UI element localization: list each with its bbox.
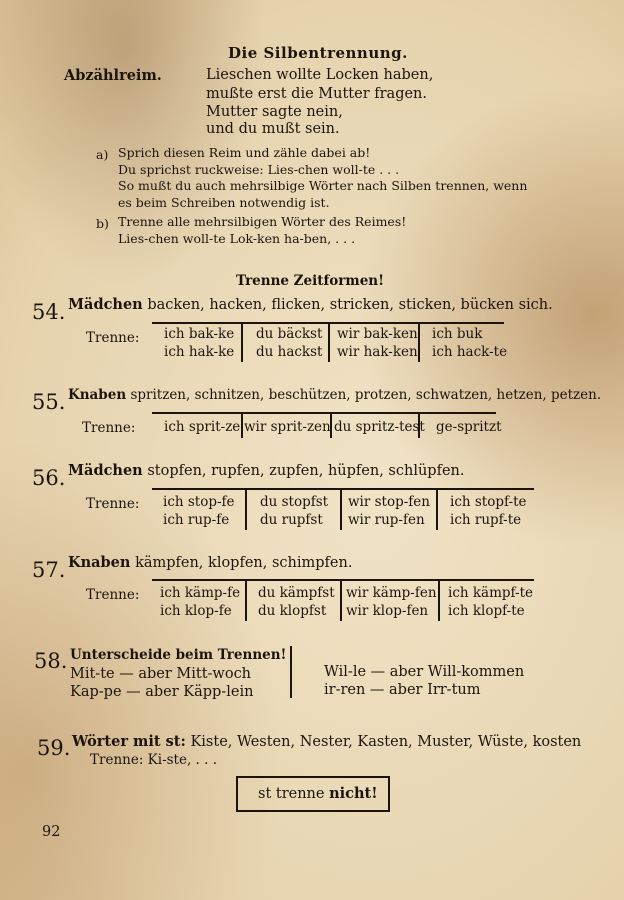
table-cell: du rupfst — [260, 512, 323, 528]
rule-box — [236, 776, 390, 812]
table-cell: wir klop-fen — [346, 603, 429, 619]
table-cell: du klopfst — [258, 603, 327, 619]
column-divider — [241, 324, 243, 362]
table-cell: du kämpfst — [258, 585, 335, 601]
exercise-sentence — [68, 554, 352, 571]
task-b-marker: b) — [96, 216, 109, 231]
table-top-rule — [152, 579, 534, 581]
table-cell: wir hak-ken — [337, 344, 418, 360]
exercise-line: Trenne: Ki-ste, . . . — [90, 752, 218, 768]
exercise-number: 55. — [32, 390, 66, 414]
table-cell: du bäckst — [256, 326, 323, 342]
compare-line: Mit-te — aber Mitt-woch — [70, 666, 252, 682]
exercise-subject: Knaben — [68, 554, 131, 571]
exercise-number: 59. — [37, 736, 71, 760]
task-a-line: es beim Schreiben notwendig ist. — [118, 195, 330, 210]
column-divider — [241, 414, 243, 438]
table-cell: ich kämp-fe — [160, 585, 241, 601]
compare-line: Wil-le — aber Will-kommen — [324, 664, 525, 680]
exercise-sentence — [68, 462, 464, 479]
table-cell: wir stop-fen — [348, 494, 430, 510]
page-title: Die Silbentrennung. — [228, 44, 408, 62]
exercise-verbs: backen, hacken, flicken, stricken, sticken, bücken sich. — [147, 297, 553, 313]
column-divider — [340, 581, 342, 621]
table-cell: ich stopf-te — [450, 494, 527, 510]
exercise-number: 56. — [32, 466, 66, 490]
task-b-line: Trenne alle mehrsilbigen Wörter des Reimes! — [118, 214, 407, 229]
exercise-sentence — [72, 733, 581, 750]
table-cell: ich rup-fe — [163, 512, 230, 528]
table-cell: du hackst — [256, 344, 323, 360]
task-a-line: Sprich diesen Reim und zähle dabei ab! — [118, 145, 371, 160]
column-divider — [436, 490, 438, 530]
rhyme-line: Mutter sagte nein, — [206, 104, 343, 120]
rhyme-line: Lieschen wollte Locken haben, — [206, 67, 434, 83]
table-cell: ich bak-ke — [164, 326, 235, 342]
rhyme-line: mußte erst die Mutter fragen. — [206, 86, 428, 102]
column-divider — [438, 581, 440, 621]
rhyme-label: Abzählreim. — [64, 67, 162, 84]
task-a-line: So mußt du auch mehrsilbige Wörter nach Silben trennen, wenn — [118, 178, 528, 193]
task-a-marker: a) — [96, 147, 109, 162]
exercise-verbs: spritzen, schnitzen, beschützen, protzen, schwatzen, hetzen, petzen. — [130, 387, 602, 403]
exercise-number: 58. — [34, 649, 68, 673]
column-divider — [328, 324, 330, 362]
rule-prefix: st trenne — [258, 786, 325, 802]
table-cell: ich stop-fe — [163, 494, 235, 510]
exercise-subject: Mädchen — [68, 296, 143, 313]
table-cell: ich buk — [432, 326, 483, 342]
table-cell: wir bak-ken — [337, 326, 418, 342]
table-cell: wir rup-fen — [348, 512, 425, 528]
table-cell: wir sprit-zen — [244, 419, 331, 435]
exercise-words: Kiste, Westen, Nester, Kasten, Muster, Wüste, kosten — [190, 734, 582, 750]
table-cell: ich hack-te — [432, 344, 508, 360]
section-heading: Trenne Zeitformen! — [236, 273, 385, 289]
trenne-label: Trenne: — [82, 420, 136, 436]
table-cell: ich klop-fe — [160, 603, 232, 619]
trenne-label: Trenne: — [86, 587, 140, 603]
exercise-number: 54. — [32, 300, 66, 324]
column-divider — [418, 324, 420, 362]
table-cell: ich rupf-te — [450, 512, 522, 528]
exercise-heading: Wörter mit st: — [72, 733, 186, 750]
exercise-number: 57. — [32, 558, 66, 582]
task-a-line: Du sprichst ruckweise: Lies-chen woll-te . . . — [118, 162, 400, 177]
column-divider — [245, 581, 247, 621]
table-cell: wir kämp-fen — [346, 585, 437, 601]
table-top-rule — [152, 412, 496, 414]
table-top-rule — [152, 488, 534, 490]
rule-emphasis: nicht! — [329, 785, 378, 802]
trenne-label: Trenne: — [86, 330, 140, 346]
exercise-sentence — [68, 296, 553, 313]
table-cell: du stopfst — [260, 494, 329, 510]
rhyme-line: und du mußt sein. — [206, 121, 340, 137]
table-cell: ich hak-ke — [164, 344, 235, 360]
table-cell: ich klopf-te — [448, 603, 525, 619]
table-cell: ich sprit-ze — [164, 419, 241, 435]
column-divider — [340, 490, 342, 530]
exercise-verbs: stopfen, rupfen, zupfen, hüpfen, schlüpfen. — [147, 463, 465, 479]
table-cell: ge-spritzt — [436, 419, 502, 435]
page-number: 92 — [42, 824, 61, 840]
exercise-verbs: kämpfen, klopfen, schimpfen. — [135, 555, 353, 571]
trenne-label: Trenne: — [86, 496, 140, 512]
exercise-subject: Mädchen — [68, 462, 143, 479]
exercise-sentence — [68, 387, 601, 403]
compare-line: Kap-pe — aber Käpp-lein — [70, 684, 254, 700]
task-b-line: Lies-chen woll-te Lok-ken ha-ben, . . . — [118, 231, 356, 246]
compare-line: ir-ren — aber Irr-tum — [324, 682, 481, 698]
exercise-heading: Unterscheide beim Trennen! — [70, 647, 287, 663]
column-divider — [290, 646, 292, 698]
exercise-subject: Knaben — [68, 387, 127, 403]
rule-text — [258, 785, 378, 802]
table-cell: ich kämpf-te — [448, 585, 534, 601]
table-cell: du spritz-test — [334, 419, 425, 435]
column-divider — [245, 490, 247, 530]
